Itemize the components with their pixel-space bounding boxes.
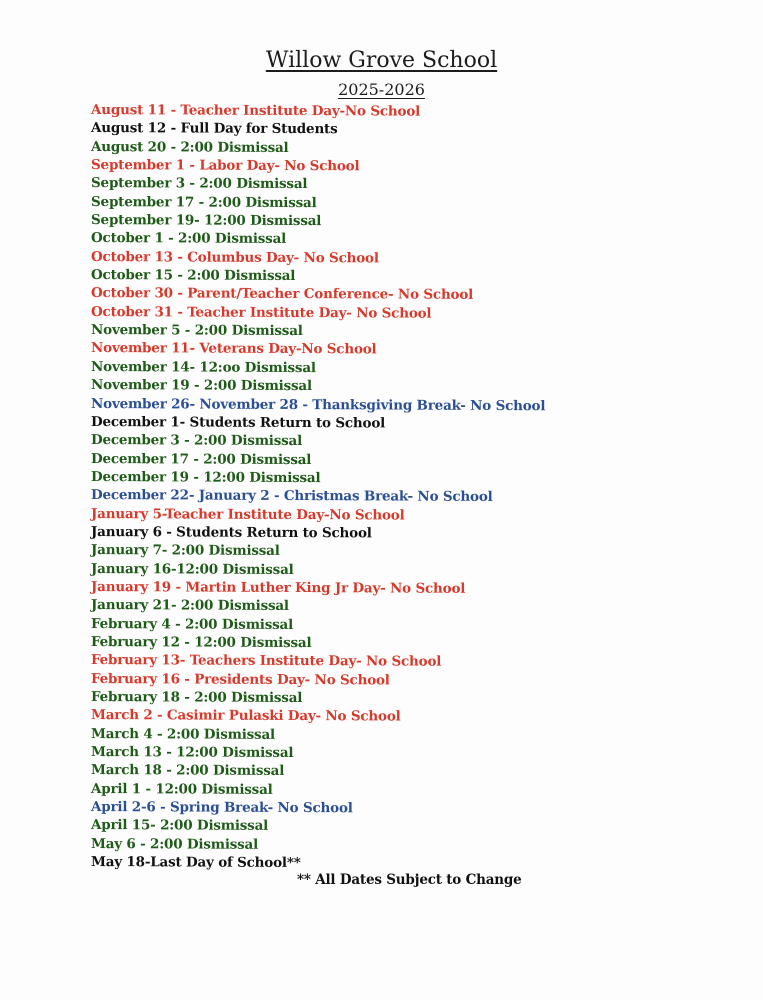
calendar-event: February 16 - Presidents Day- No School xyxy=(91,670,390,689)
calendar-event: October 13 - Columbus Day- No School xyxy=(91,248,379,267)
calendar-event: August 11 - Teacher Institute Day-No School xyxy=(91,102,421,120)
calendar-event: March 13 - 12:00 Dismissal xyxy=(91,744,294,762)
calendar-event: December 1- Students Return to School xyxy=(91,413,386,432)
calendar-event: February 12 - 12:00 Dismissal xyxy=(91,633,312,652)
calendar-event: September 19- 12:00 Dismissal xyxy=(91,212,322,230)
calendar-event: September 1 - Labor Day- No School xyxy=(91,157,360,175)
calendar-event: April 2-6 - Spring Break- No School xyxy=(91,799,353,817)
calendar-event: March 4 - 2:00 Dismissal xyxy=(91,725,275,743)
page-title: Willow Grove School xyxy=(265,48,498,73)
calendar-event: January 6 - Students Return to School xyxy=(91,523,372,542)
calendar-event: April 1 - 12:00 Dismissal xyxy=(91,780,273,798)
calendar-event: December 22- January 2 - Christmas Break- No School xyxy=(91,487,493,506)
calendar-event: November 19 - 2:00 Dismissal xyxy=(91,377,312,395)
calendar-event-list xyxy=(91,101,545,874)
calendar-event: February 4 - 2:00 Dismissal xyxy=(91,615,293,633)
calendar-event: May 18-Last Day of School** xyxy=(91,854,301,872)
calendar-event: December 3 - 2:00 Dismissal xyxy=(91,432,303,450)
calendar-event: August 20 - 2:00 Dismissal xyxy=(91,138,289,156)
calendar-event: February 13- Teachers Institute Day- No School xyxy=(91,652,442,671)
footnote: ** All Dates Subject to Change xyxy=(297,872,522,888)
calendar-event: March 18 - 2:00 Dismissal xyxy=(91,762,285,780)
calendar-event: March 2 - Casimir Pulaski Day- No School xyxy=(91,707,401,725)
calendar-event: January 7- 2:00 Dismissal xyxy=(91,542,280,560)
calendar-event: January 19 - Martin Luther King Jr Day- No School xyxy=(91,578,466,597)
calendar-event: May 6 - 2:00 Dismissal xyxy=(91,835,259,853)
calendar-event: October 30 - Parent/Teacher Conference- No School xyxy=(91,285,474,304)
calendar-event: December 19 - 12:00 Dismissal xyxy=(91,468,321,486)
calendar-event: January 16-12:00 Dismissal xyxy=(91,560,294,578)
calendar-event: December 17 - 2:00 Dismissal xyxy=(91,450,312,468)
school-year: 2025-2026 xyxy=(338,80,425,99)
calendar-event: August 12 - Full Day for Students xyxy=(91,120,338,138)
calendar-event: October 31 - Teacher Institute Day- No School xyxy=(91,303,432,322)
calendar-event: April 15- 2:00 Dismissal xyxy=(91,817,269,835)
calendar-event: November 11- Veterans Day-No School xyxy=(91,340,377,358)
calendar-event: January 5-Teacher Institute Day-No School xyxy=(91,505,405,524)
calendar-event: January 21- 2:00 Dismissal xyxy=(91,597,289,615)
calendar-event: October 1 - 2:00 Dismissal xyxy=(91,230,287,248)
calendar-event: November 5 - 2:00 Dismissal xyxy=(91,322,303,340)
calendar-event: October 15 - 2:00 Dismissal xyxy=(91,267,296,285)
calendar-event: September 17 - 2:00 Dismissal xyxy=(91,193,317,211)
calendar-event: September 3 - 2:00 Dismissal xyxy=(91,175,308,193)
calendar-event: November 26- November 28 - Thanksgiving Break- No School xyxy=(91,395,546,414)
calendar-event: February 18 - 2:00 Dismissal xyxy=(91,689,303,707)
calendar-event: November 14- 12:oo Dismissal xyxy=(91,358,316,376)
